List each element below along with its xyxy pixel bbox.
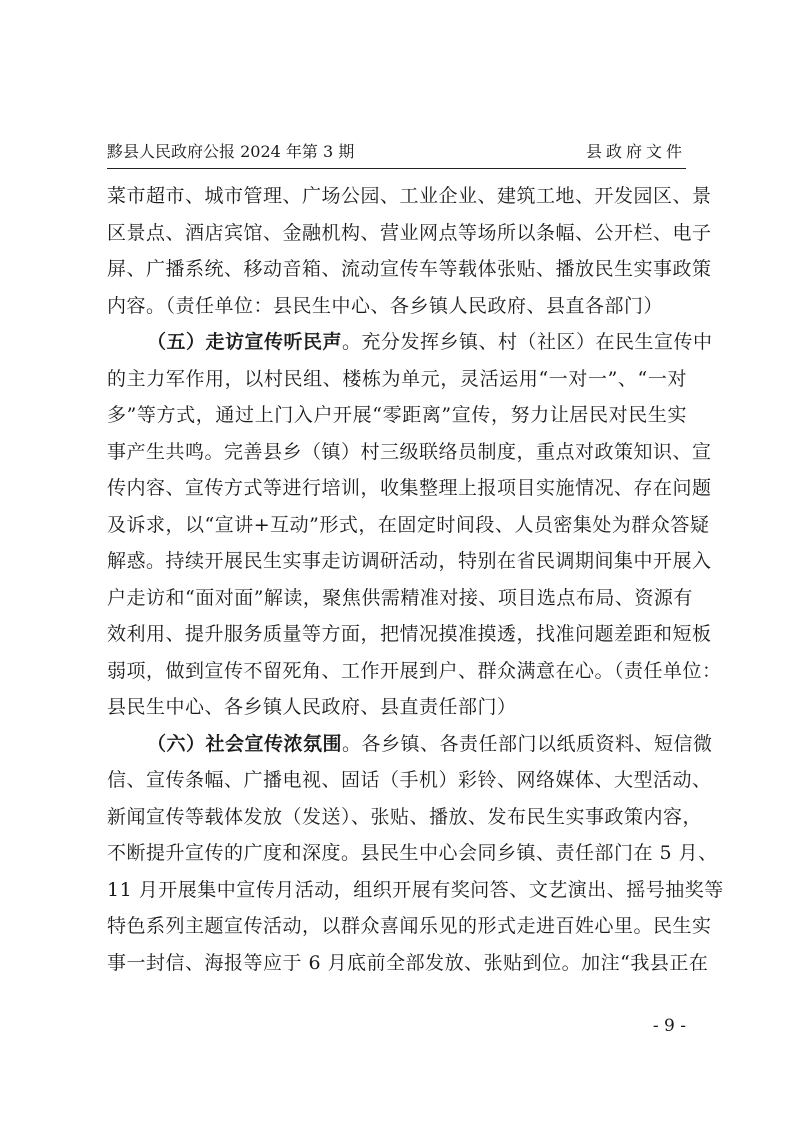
text-line: 户走访和“面对面”解读，聚焦供需精准对接、项目选点布局、资源有: [107, 586, 693, 609]
text-line: 特色系列主题宣传活动，以群众喜闻乐见的形式走进百姓心里。民生实: [107, 915, 712, 937]
section-title: 县政府文件: [585, 142, 686, 161]
text-line: 的主力军作用，以村民组、楼栋为单元，灵活运用“一对一”、“一对: [107, 367, 687, 390]
text-run: 。充分发挥乡镇、村（社区）在民生宣传中: [342, 331, 713, 353]
paragraph-social-publicity: [107, 726, 724, 982]
page-number: - 9 -: [652, 1016, 686, 1036]
text-line: [107, 726, 713, 763]
text-line: 菜市超市、城市管理、广场公园、工业企业、建筑工地、开发园区、景: [107, 185, 712, 207]
text-line: 传内容、宣传方式等进行培训，收集整理上报项目实施情况、存在问题: [107, 477, 712, 499]
document-body: [107, 178, 724, 981]
text-line: 弱项，做到宣传不留死角、工作开展到户、群众满意在心。（责任单位：: [107, 659, 722, 682]
text-line: 效利用、提升服务质量等方面，把情况摸准摸透，找准问题差距和短板: [107, 623, 712, 645]
text-line: 区景点、酒店宾馆、金融机构、营业网点等场所以条幅、公开栏、电子: [107, 221, 712, 244]
text-line: 新闻宣传等载体发放（发送）、张贴、播放、发布民生实事政策内容，: [107, 805, 703, 828]
text-line: 事产生共鸣。完善县乡（镇）村三级联络员制度，重点对政策知识、宣: [107, 440, 712, 463]
text-line: 内容。（责任单位：县民生中心、各乡镇人民政府、县直各部门）: [107, 294, 664, 317]
page-header: [107, 140, 686, 169]
text-line: 屏、广播系统、移动音箱、流动宣传车等载体张贴、播放民生实事政策: [107, 258, 712, 280]
text-line: 事一封信、海报等应于 6 月底前全部发放、张贴到位。加注“我县正在: [107, 951, 709, 974]
paragraph-continued: [107, 178, 712, 324]
text-line: 解惑。持续开展民生实事走访调研活动，特别在省民调期间集中开展入: [107, 550, 712, 572]
gazette-title: 黟县人民政府公报 2024 年第 3 期: [107, 142, 355, 161]
section-heading: （五）走访宣传听民声: [147, 331, 343, 353]
text-line: 信、宣传条幅、广播电视、固话（手机）彩铃、网络媒体、大型活动、: [107, 769, 712, 791]
text-line: 不断提升宣传的广度和深度。县民生中心会同乡镇、责任部门在 5 月、: [107, 842, 718, 864]
paragraph-visit-publicity: [107, 324, 722, 726]
text-line: 及诉求，以“宣讲+互动”形式，在固定时间段、人员密集处为群众答疑: [107, 513, 710, 536]
section-heading: （六）社会宣传浓氛围: [147, 732, 343, 755]
text-line: [107, 324, 713, 361]
text-line: 多”等方式，通过上门入户开展“零距离”宣传，努力让居民对民生实: [107, 404, 687, 426]
text-line: 县民生中心、各乡镇人民政府、县直责任部门）: [107, 696, 517, 718]
text-line: 11 月开展集中宣传月活动，组织开展有奖问答、文艺演出、摇号抽奖等: [107, 878, 724, 901]
text-run: 。各乡镇、各责任部门以纸质资料、短信微: [342, 732, 713, 755]
